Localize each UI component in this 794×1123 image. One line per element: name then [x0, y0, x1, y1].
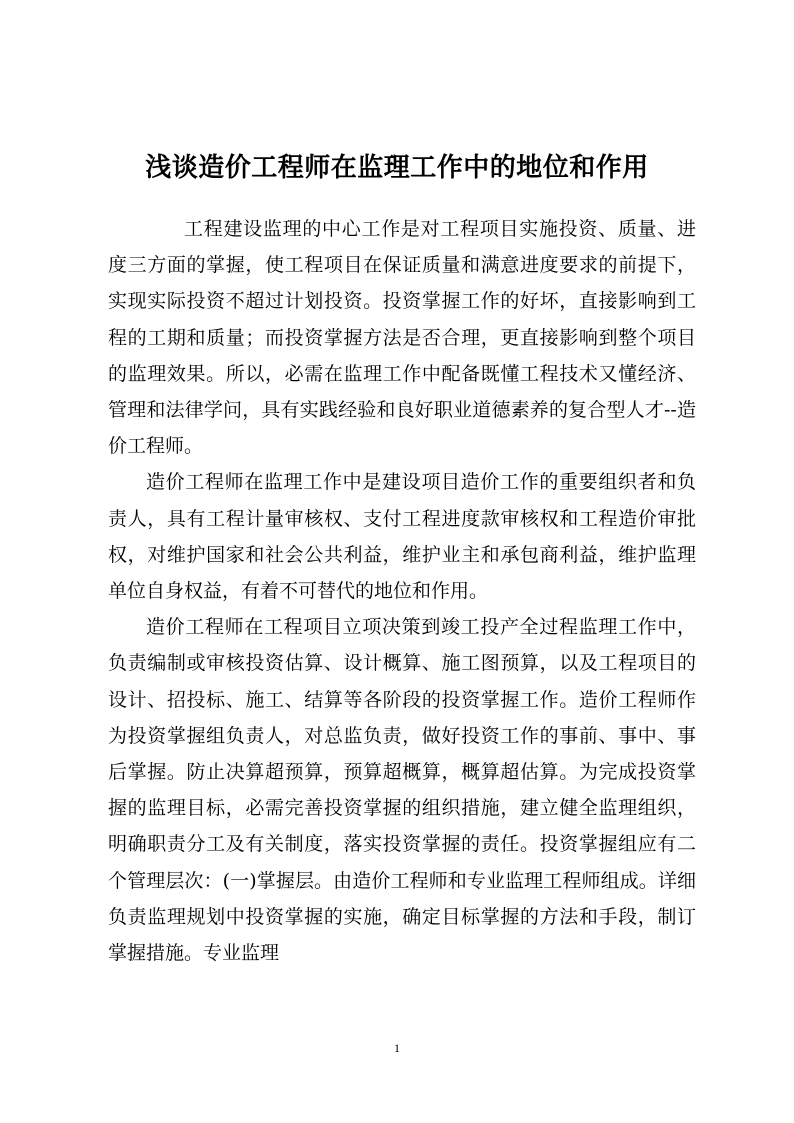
paragraph-3: 造价工程师在工程项目立项决策到竣工投产全过程监理工作中，负责编制或审核投资估算、设计概算、施工图预算，以及工程项目的设计、招投标、施工、结算等各阶段的投资掌握工作。造价工程师作为投资掌握组负责人，对总监负责，做好投资工作的事前、事中、事后掌握。防止决算超预算，预算超概算，概算超估算。为完成投资掌握的监理目标，必需完善投资掌握的组织措施，建立健全监理组织，明确职责分工及有关制度，落实投资掌握的责任。投资掌握组应有二个管理层次：(一)掌握层。由造价工程师和专业监理工程师组成。详细负责监理规划中投资掌握的实施，确定目标掌握的方法和手段，制订掌握措施。专业监理 [108, 616, 696, 965]
paragraph-1: 工程建设监理的中心工作是对工程项目实施投资、质量、进度三方面的掌握，使工程项目在保证质量和满意进度要求的前提下，实现实际投资不超过计划投资。投资掌握工作的好坏，直接影响到工程的工期和质量；而投资掌握方法是否合理，更直接影响到整个项目的监理效果。所以，必需在监理工作中配备既懂工程技术又懂经济、管理和法律学问，具有实践经验和良好职业道德素养的复合型人才--造价工程师。 [108, 218, 696, 458]
paragraph-2: 造价工程师在监理工作中是建设项目造价工作的重要组织者和负责人，具有工程计量审核权、支付工程进度款审核权和工程造价审批权，对维护国家和社会公共利益，维护业主和承包商利益，维护监理单位自身权益，有着不可替代的地位和作用。 [108, 471, 696, 603]
document-title: 浅谈造价工程师在监理工作中的地位和作用 [145, 153, 649, 183]
page-number: 1 [394, 1041, 400, 1055]
document-body [108, 211, 696, 971]
